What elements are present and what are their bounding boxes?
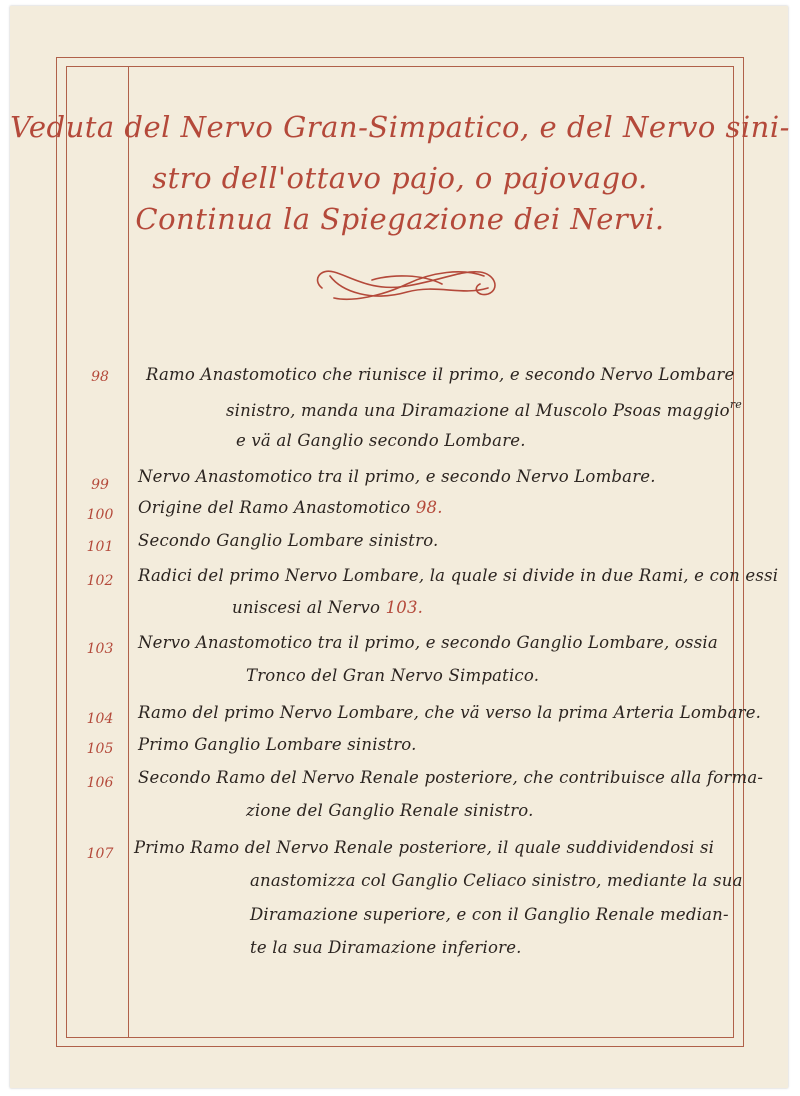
entry-text-line: Radici del primo Nervo Lombare, la quale si divide in due Rami, e con essi xyxy=(138,566,779,585)
entry-text-line xyxy=(226,398,742,420)
title-line-1: Veduta del Nervo Gran-Simpatico, e del Nervo sini- xyxy=(10,110,790,144)
entry-text-line: te la sua Diramazione inferiore. xyxy=(250,938,522,957)
entry-number: 105 xyxy=(86,741,114,757)
entry-number: 98 xyxy=(91,369,109,385)
title-line-2: stro dell'ottavo pajo, o pajovago. xyxy=(152,161,648,195)
entry-text-line: Tronco del Gran Nervo Simpatico. xyxy=(246,666,540,685)
entry-number: 106 xyxy=(86,775,114,791)
entry-text-segment: Origine del Ramo Anastomotico xyxy=(138,498,411,517)
entry-text-line xyxy=(138,498,443,517)
entry-number: 102 xyxy=(86,573,114,589)
entry-text-line xyxy=(232,598,423,617)
ornamental-flourish xyxy=(312,262,502,308)
cross-reference-number: 103. xyxy=(385,598,424,617)
entry-text-line: Primo Ramo del Nervo Renale posteriore, il quale suddividendosi si xyxy=(134,838,715,857)
entry-text-line: zione del Ganglio Renale sinistro. xyxy=(246,801,534,820)
entry-number: 107 xyxy=(86,846,114,862)
entry-text-line: e vä al Ganglio secondo Lombare. xyxy=(236,431,526,450)
entry-text-line: Nervo Anastomotico tra il primo, e secondo Ganglio Lombare, ossia xyxy=(138,633,718,652)
entry-text-line: Ramo del primo Nervo Lombare, che vä verso la prima Arteria Lombare. xyxy=(138,703,762,722)
entry-text-line: Secondo Ganglio Lombare sinistro. xyxy=(138,531,439,550)
entry-number: 103 xyxy=(86,641,114,657)
entry-number: 100 xyxy=(86,507,114,523)
entry-text-segment: uniscesi al Nervo xyxy=(232,598,381,617)
entry-number: 104 xyxy=(86,711,114,727)
entry-text-line: Secondo Ramo del Nervo Renale posteriore, che contribuisce alla forma- xyxy=(138,768,764,787)
entry-number: 101 xyxy=(86,539,114,555)
entry-text-line: Nervo Anastomotico tra il primo, e secondo Nervo Lombare. xyxy=(138,467,656,486)
cross-reference-number: 98. xyxy=(415,498,443,517)
entry-number: 99 xyxy=(91,477,109,493)
entry-text-segment: sinistro, manda una Diramazione al Muscolo Psoas maggio xyxy=(226,401,730,420)
title-line-3: Continua la Spiegazione dei Nervi. xyxy=(135,202,665,236)
entry-text-line: anastomizza col Ganglio Celiaco sinistro, mediante la sua xyxy=(250,871,743,890)
superscript-abbreviation: re xyxy=(729,398,742,411)
entry-text-line: Ramo Anastomotico che riunisce il primo, e secondo Nervo Lombare xyxy=(146,365,735,384)
entry-text-line: Primo Ganglio Lombare sinistro. xyxy=(138,735,417,754)
entry-text-line: Diramazione superiore, e con il Ganglio Renale median- xyxy=(250,905,729,924)
